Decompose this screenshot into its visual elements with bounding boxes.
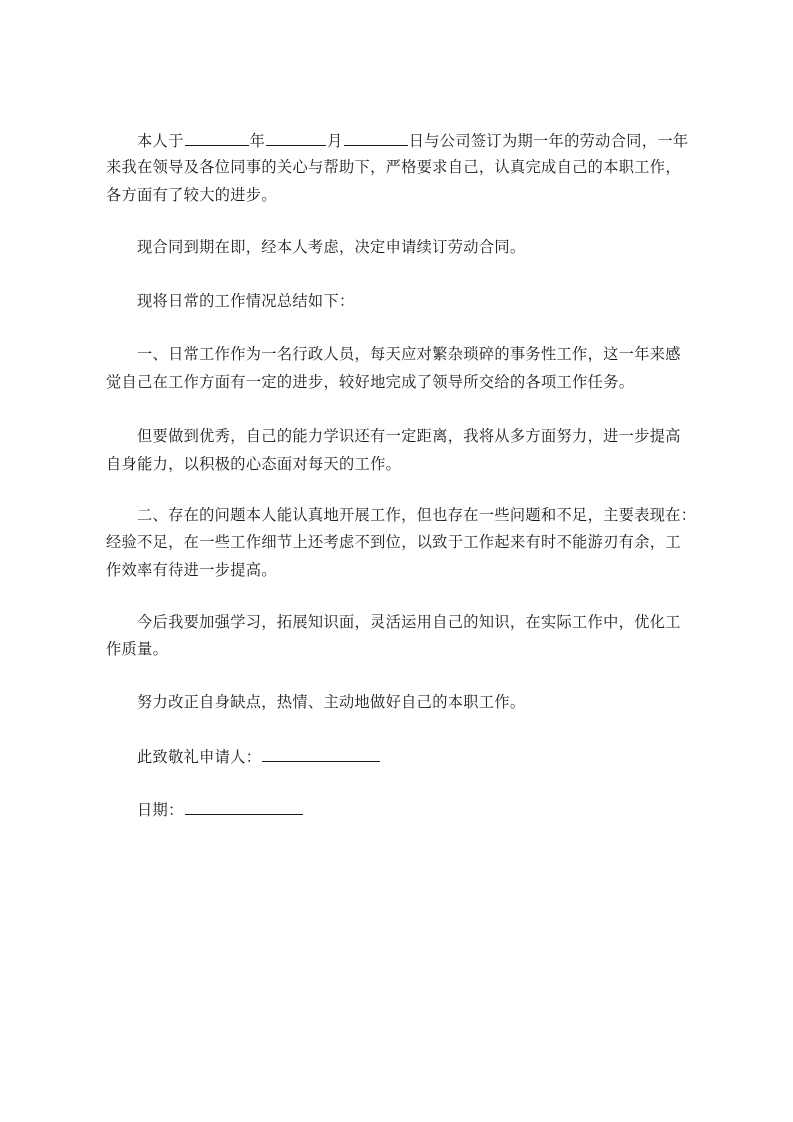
renewal-paragraph: 现合同到期在即，经本人考虑，决定申请续订劳动合同。: [137, 238, 526, 256]
applicant-signature-blank: [262, 745, 380, 762]
summary-intro-paragraph: 现将日常的工作情况总结如下：: [137, 292, 355, 310]
signature-label: 此致敬礼申请人：: [137, 748, 262, 766]
date-blank: [185, 798, 303, 815]
daily-work-line-1: 一、日常工作作为一名行政人员，每天应对繁杂琐碎的事务性工作，这一年来感: [137, 345, 681, 363]
intro-text-start: 本人于: [137, 132, 184, 150]
intro-line-1: [137, 129, 688, 151]
commitment-paragraph: 努力改正自身缺点，热情、主动地做好自己的本职工作。: [137, 693, 526, 711]
signature-line: [137, 745, 381, 767]
problems-line-3: 作效率有待进一步提高。: [106, 561, 277, 579]
improvement-line-1: 但要做到优秀，自己的能力学识还有一定距离，我将从多方面努力，进一步提高: [137, 427, 681, 445]
future-plan-line-2: 作质量。: [106, 640, 169, 658]
year-blank: [185, 129, 249, 146]
intro-text-end: 日与公司签订为期一年的劳动合同，一年: [408, 132, 689, 150]
month-blank: [266, 129, 326, 146]
improvement-line-2: 自身能力，以积极的心态面对每天的工作。: [106, 455, 402, 473]
problems-line-2: 经验不足，在一些工作细节上还考虑不到位，以致于工作起来有时不能游刃有余，工: [106, 533, 681, 551]
future-plan-line-1: 今后我要加强学习，拓展知识面，灵活运用自己的知识，在实际工作中，优化工: [137, 613, 681, 631]
problems-line-1: 二、存在的问题本人能认真地开展工作，但也存在一些问题和不足，主要表现在：: [137, 506, 697, 524]
date-line: [137, 798, 304, 820]
date-label: 日期：: [137, 801, 184, 819]
intro-line-2: 来我在领导及各位同事的关心与帮助下，严格要求自己，认真完成自己的本职工作，: [106, 158, 681, 176]
year-label: 年: [249, 132, 266, 150]
daily-work-line-2: 觉自己在工作方面有一定的进步，较好地完成了领导所交给的各项工作任务。: [106, 373, 635, 391]
month-label: 月: [327, 132, 343, 150]
day-blank: [344, 129, 408, 146]
intro-line-3: 各方面有了较大的进步。: [106, 186, 277, 204]
